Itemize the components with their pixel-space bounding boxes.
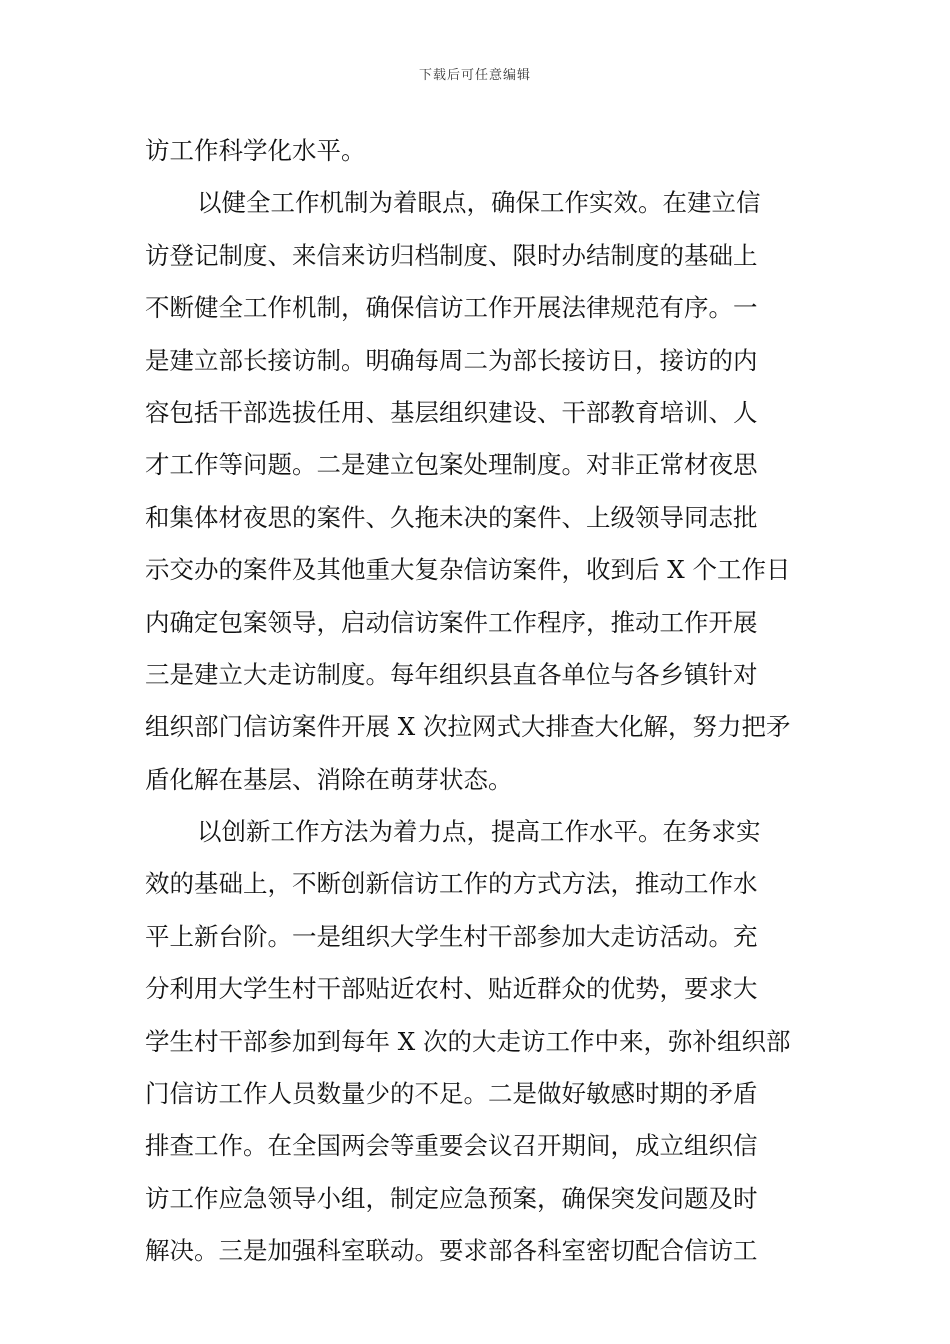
text-line: 和集体材夜思的案件、久拖未决的案件、上级领导同志批 [145, 502, 758, 532]
text-line: 才工作等问题。二是建立包案处理制度。对非正常材夜思 [145, 450, 758, 480]
text-line: 分利用大学生村干部贴近农村、贴近群众的优势，要求大 [145, 974, 758, 1004]
page-header: 下载后可任意编辑 [418, 68, 531, 83]
text-line: 学生村干部参加到每年 X 次的大走访工作中来，弥补组织部 [145, 1026, 791, 1056]
text-line: 访工作科学化水平。 [145, 136, 366, 165]
document-body [145, 125, 807, 1278]
text-line: 内确定包案领导，启动信访案件工作程序，推动工作开展 [145, 607, 758, 637]
text-line: 排查工作。在全国两会等重要会议召开期间，成立组织信 [145, 1131, 758, 1161]
paragraph-first-line: 以创新工作方法为着力点，提高工作水平。在务求实 [197, 817, 761, 847]
text-line: 效的基础上，不断创新信访工作的方式方法，推动工作水 [145, 869, 758, 899]
text-line: 门信访工作人员数量少的不足。二是做好敏感时期的矛盾 [145, 1079, 758, 1109]
paragraph-first-line: 以健全工作机制为着眼点，确保工作实效。在建立信 [197, 188, 761, 218]
text-line: 是建立部长接访制。明确每周二为部长接访日，接访的内 [145, 345, 758, 375]
text-line: 示交办的案件及其他重大复杂信访案件，收到后 X 个工作日 [145, 555, 791, 585]
text-line: 三是建立大走访制度。每年组织县直各单位与各乡镇针对 [145, 659, 758, 689]
text-line: 组织部门信访案件开展 X 次拉网式大排查大化解，努力把矛 [145, 712, 791, 742]
text-line: 访工作应急领导小组，制定应急预案，确保突发问题及时 [145, 1183, 758, 1213]
text-line: 解决。三是加强科室联动。要求部各科室密切配合信访工 [145, 1236, 758, 1266]
text-line: 盾化解在基层、消除在萌芽状态。 [145, 764, 513, 794]
text-line: 平上新台阶。一是组织大学生村干部参加大走访活动。充 [145, 921, 758, 951]
text-line: 访登记制度、来信来访归档制度、限时办结制度的基础上 [145, 240, 758, 270]
text-line: 不断健全工作机制，确保信访工作开展法律规范有序。一 [145, 293, 758, 323]
text-line: 容包括干部选拔任用、基层组织建设、干部教育培训、人 [145, 397, 758, 427]
